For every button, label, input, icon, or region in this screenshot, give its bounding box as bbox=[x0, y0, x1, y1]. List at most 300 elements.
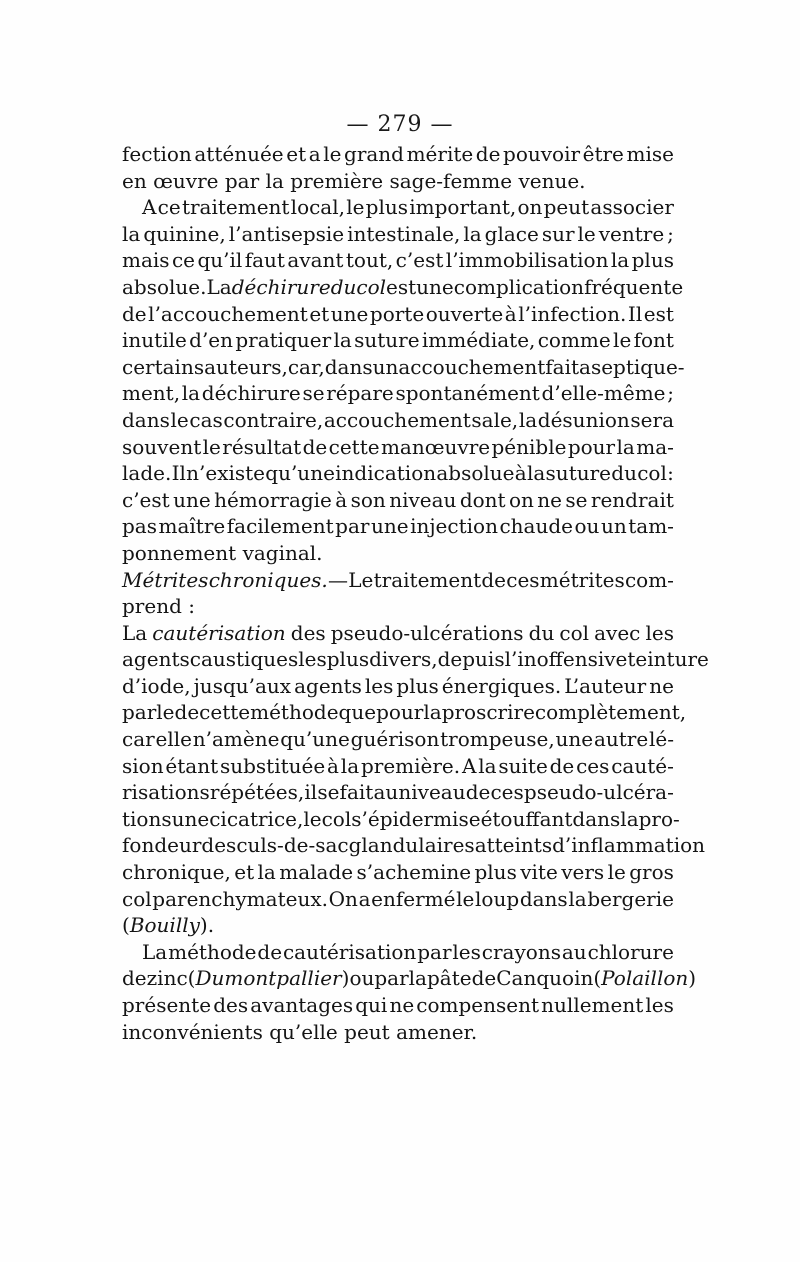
word bbox=[351, 726, 440, 753]
text-fragment: Canquoin bbox=[496, 966, 594, 991]
word bbox=[152, 886, 328, 913]
text-fragment: de bbox=[471, 966, 497, 991]
word bbox=[122, 832, 201, 859]
word bbox=[632, 247, 674, 274]
text-fragment: crayons bbox=[481, 939, 561, 964]
text-fragment: des bbox=[201, 833, 237, 858]
word bbox=[122, 460, 171, 487]
word bbox=[515, 460, 527, 487]
text-fragment: mise bbox=[626, 142, 674, 166]
word bbox=[193, 726, 280, 753]
text-fragment: n’amène bbox=[192, 727, 280, 752]
word bbox=[442, 699, 535, 726]
italic-text: Dumontpallier bbox=[195, 966, 342, 991]
word bbox=[466, 779, 491, 806]
text-line bbox=[122, 513, 674, 540]
text-line bbox=[122, 593, 674, 620]
text-fragment: la bbox=[408, 966, 427, 991]
text-fragment: méthode bbox=[250, 700, 339, 725]
word bbox=[478, 753, 496, 780]
text-fragment: le bbox=[577, 221, 596, 246]
word bbox=[639, 806, 680, 833]
text-fragment: une bbox=[416, 274, 454, 299]
text-fragment: sera bbox=[630, 407, 674, 432]
text-fragment: de bbox=[465, 780, 491, 805]
word bbox=[611, 247, 629, 274]
body-text bbox=[122, 141, 709, 1045]
word bbox=[189, 407, 222, 434]
word bbox=[410, 513, 498, 540]
text-fragment: caustiques bbox=[189, 647, 299, 672]
word bbox=[186, 460, 265, 487]
word bbox=[207, 274, 232, 301]
word bbox=[349, 832, 475, 859]
word bbox=[568, 434, 615, 461]
word bbox=[188, 965, 350, 992]
word bbox=[122, 992, 211, 1019]
text-fragment: sale, bbox=[471, 407, 519, 432]
word bbox=[173, 487, 211, 514]
word bbox=[309, 301, 329, 328]
word bbox=[325, 354, 373, 381]
text-fragment: métrites bbox=[539, 567, 625, 592]
word bbox=[438, 646, 505, 673]
text-fragment: suite bbox=[498, 753, 548, 778]
text-fragment: cauté- bbox=[611, 753, 674, 778]
text-fragment: fait bbox=[545, 354, 580, 379]
text-fragment: la bbox=[122, 221, 141, 246]
word bbox=[331, 620, 524, 647]
text-fragment: qu’une bbox=[280, 727, 350, 752]
word bbox=[122, 1019, 263, 1046]
text-fragment: pas bbox=[122, 514, 157, 539]
word bbox=[594, 620, 640, 647]
word bbox=[286, 141, 306, 168]
word bbox=[346, 247, 393, 274]
word bbox=[591, 487, 674, 514]
word bbox=[625, 567, 674, 594]
word bbox=[649, 673, 674, 700]
text-fragment: déchirure bbox=[201, 381, 301, 406]
text-fragment: de bbox=[302, 434, 328, 459]
text-fragment: maître bbox=[158, 514, 226, 539]
text-fragment: le bbox=[323, 142, 342, 166]
word bbox=[608, 859, 626, 886]
text-fragment: de bbox=[481, 567, 507, 592]
word bbox=[667, 380, 674, 407]
word bbox=[344, 1019, 390, 1046]
word bbox=[142, 194, 156, 221]
text-line bbox=[122, 646, 709, 673]
text-line bbox=[122, 434, 674, 461]
word bbox=[317, 779, 339, 806]
text-fragment: lé- bbox=[648, 727, 674, 752]
word bbox=[122, 301, 147, 328]
word bbox=[243, 540, 323, 567]
text-fragment: la bbox=[526, 461, 546, 486]
text-fragment: ment, bbox=[122, 381, 181, 406]
text-fragment: l’immobilisation bbox=[445, 248, 609, 273]
text-fragment: Le bbox=[348, 567, 374, 592]
word bbox=[355, 992, 387, 1019]
word bbox=[423, 699, 441, 726]
text-fragment: du bbox=[611, 461, 637, 486]
text-line bbox=[122, 859, 674, 886]
word bbox=[505, 646, 628, 673]
word bbox=[159, 513, 226, 540]
text-fragment: complication bbox=[453, 274, 585, 299]
text-fragment: La bbox=[142, 939, 168, 964]
text-fragment: important, bbox=[409, 195, 517, 220]
word bbox=[524, 779, 674, 806]
word bbox=[339, 699, 377, 726]
text-fragment: sion bbox=[122, 753, 164, 778]
word bbox=[333, 327, 351, 354]
text-fragment: pratiquer bbox=[235, 328, 332, 353]
text-line bbox=[122, 806, 680, 833]
text-fragment: aseptique- bbox=[579, 354, 685, 379]
text-line bbox=[122, 620, 674, 647]
word bbox=[283, 939, 416, 966]
text-fragment: inutile bbox=[122, 328, 187, 353]
text-fragment: d’iode, bbox=[122, 673, 191, 698]
text-fragment: immédiate, bbox=[421, 328, 536, 353]
word bbox=[357, 859, 472, 886]
word bbox=[499, 513, 573, 540]
word bbox=[519, 407, 537, 434]
text-fragment: le bbox=[303, 806, 322, 831]
text-fragment: cicatrice, bbox=[209, 806, 304, 831]
italic-text: du bbox=[330, 274, 357, 299]
word bbox=[527, 460, 545, 487]
word bbox=[389, 168, 512, 195]
text-fragment: traitement bbox=[373, 567, 482, 592]
text-fragment: la bbox=[478, 753, 497, 778]
text-fragment: on bbox=[508, 487, 534, 512]
italic-text: col bbox=[356, 274, 387, 299]
text-fragment: présente bbox=[122, 993, 212, 1017]
text-fragment: vite bbox=[520, 860, 558, 885]
word bbox=[520, 886, 568, 913]
page-number: — 279 — bbox=[346, 112, 454, 137]
text-fragment: pénible bbox=[491, 434, 567, 459]
text-fragment: certains bbox=[122, 354, 205, 379]
text-fragment: col bbox=[122, 886, 152, 911]
word bbox=[122, 487, 170, 514]
word bbox=[327, 753, 339, 780]
text-fragment: fréquente bbox=[584, 274, 684, 299]
word bbox=[556, 726, 594, 753]
word bbox=[122, 247, 170, 274]
text-fragment: des bbox=[213, 993, 249, 1017]
word bbox=[538, 407, 630, 434]
text-fragment: et bbox=[286, 142, 307, 166]
text-fragment: A bbox=[142, 195, 157, 220]
text-fragment: ma- bbox=[636, 434, 674, 459]
word bbox=[593, 965, 696, 992]
text-fragment: de bbox=[475, 142, 501, 166]
word bbox=[347, 221, 460, 248]
text-fragment: une bbox=[171, 806, 210, 831]
text-fragment: d’elle-même bbox=[541, 381, 666, 406]
word bbox=[329, 434, 380, 461]
word bbox=[291, 194, 345, 221]
text-fragment: sage-femme bbox=[389, 168, 513, 193]
word bbox=[326, 380, 394, 407]
text-fragment: peut bbox=[344, 1019, 390, 1044]
text-fragment: mérite bbox=[406, 142, 474, 166]
word bbox=[209, 806, 303, 833]
text-fragment: œuvre bbox=[153, 168, 219, 193]
word bbox=[122, 673, 191, 700]
word bbox=[122, 620, 147, 647]
text-fragment: associer bbox=[590, 195, 674, 220]
text-fragment: a bbox=[308, 142, 321, 166]
text-fragment: la bbox=[518, 407, 538, 432]
text-fragment: com- bbox=[624, 567, 674, 592]
word bbox=[322, 806, 352, 833]
text-fragment: ( bbox=[122, 913, 130, 938]
text-fragment: elle bbox=[155, 727, 192, 752]
word bbox=[620, 806, 638, 833]
word bbox=[550, 753, 575, 780]
word bbox=[204, 354, 288, 381]
text-fragment: l’inoffensive bbox=[504, 647, 628, 672]
text-fragment: ). bbox=[199, 913, 215, 938]
text-fragment: dans bbox=[519, 886, 568, 911]
text-fragment: c’est bbox=[122, 487, 170, 512]
word bbox=[142, 939, 167, 966]
word bbox=[168, 939, 256, 966]
text-fragment: venue. bbox=[518, 168, 586, 193]
word bbox=[509, 487, 534, 514]
word bbox=[456, 886, 474, 913]
word bbox=[351, 806, 480, 833]
word bbox=[485, 221, 539, 248]
text-fragment: plus bbox=[631, 248, 674, 273]
word bbox=[552, 832, 705, 859]
text-fragment: se bbox=[302, 381, 325, 406]
word bbox=[158, 194, 181, 221]
text-fragment: agents bbox=[122, 647, 190, 672]
text-fragment: — bbox=[328, 567, 349, 592]
text-fragment: la bbox=[610, 248, 630, 273]
word bbox=[341, 753, 359, 780]
text-fragment: de bbox=[174, 700, 200, 725]
text-fragment: quinine, bbox=[143, 221, 226, 246]
word bbox=[541, 992, 643, 1019]
word bbox=[481, 806, 573, 833]
text-fragment: au bbox=[561, 939, 587, 964]
text-fragment: par bbox=[417, 939, 452, 964]
word bbox=[269, 1019, 338, 1046]
text-fragment: risations bbox=[122, 780, 210, 805]
text-fragment: : bbox=[667, 461, 674, 486]
word bbox=[122, 753, 164, 780]
word bbox=[175, 699, 200, 726]
text-fragment: ou bbox=[574, 514, 600, 539]
text-fragment: trompeuse, bbox=[440, 727, 555, 752]
text-fragment: fait bbox=[339, 780, 374, 805]
text-line bbox=[122, 992, 674, 1019]
text-line bbox=[122, 354, 685, 381]
text-fragment: que bbox=[338, 700, 377, 725]
word bbox=[559, 620, 589, 647]
word bbox=[324, 407, 471, 434]
text-fragment: guérison bbox=[350, 727, 440, 752]
text-fragment: contraire, bbox=[223, 407, 324, 432]
word bbox=[561, 859, 604, 886]
text-fragment: parenchymateux. bbox=[152, 886, 328, 911]
word bbox=[417, 939, 451, 966]
word bbox=[309, 141, 321, 168]
word bbox=[122, 567, 208, 594]
text-fragment: le bbox=[456, 886, 475, 911]
text-fragment: ces bbox=[576, 753, 610, 778]
word bbox=[122, 354, 204, 381]
text-fragment: de bbox=[122, 966, 147, 991]
word bbox=[617, 434, 635, 461]
word bbox=[396, 247, 444, 274]
word bbox=[171, 407, 189, 434]
text-fragment: les bbox=[452, 939, 481, 964]
text-fragment: atténuée bbox=[194, 142, 284, 166]
text-fragment: Il bbox=[627, 301, 643, 326]
text-fragment: en bbox=[122, 168, 147, 193]
word bbox=[201, 832, 236, 859]
text-fragment: ouverte bbox=[425, 301, 504, 326]
word bbox=[538, 327, 611, 354]
word bbox=[122, 593, 182, 620]
text-fragment: se bbox=[565, 487, 588, 512]
text-fragment: et bbox=[309, 301, 330, 326]
word bbox=[452, 939, 481, 966]
text-fragment: le bbox=[346, 195, 365, 220]
text-fragment: cette bbox=[199, 700, 251, 725]
text-fragment: une bbox=[173, 487, 211, 512]
text-line bbox=[122, 380, 674, 407]
text-fragment: peut bbox=[543, 195, 590, 220]
text-fragment: répare bbox=[326, 381, 394, 406]
text-fragment: à bbox=[504, 301, 517, 326]
word bbox=[122, 434, 201, 461]
word bbox=[122, 168, 147, 195]
word bbox=[628, 301, 642, 328]
text-fragment: complètement, bbox=[534, 700, 687, 725]
word bbox=[190, 646, 299, 673]
text-fragment: col bbox=[321, 806, 352, 831]
word bbox=[398, 779, 465, 806]
word bbox=[323, 141, 341, 168]
word bbox=[279, 859, 353, 886]
text-fragment: n’existe bbox=[186, 461, 266, 486]
word bbox=[475, 832, 552, 859]
text-fragment: étant bbox=[165, 753, 219, 778]
word bbox=[398, 354, 545, 381]
word bbox=[407, 141, 474, 168]
word bbox=[359, 886, 371, 913]
text-fragment: auteurs, bbox=[204, 354, 288, 379]
word bbox=[496, 965, 593, 992]
text-fragment: à bbox=[327, 753, 339, 778]
text-fragment: l’accouchement bbox=[148, 301, 308, 326]
text-fragment: vers bbox=[561, 860, 605, 885]
word bbox=[471, 407, 518, 434]
word bbox=[575, 513, 600, 540]
word bbox=[630, 407, 674, 434]
text-fragment: vaginal. bbox=[242, 540, 323, 565]
word bbox=[416, 992, 539, 1019]
word bbox=[213, 992, 248, 1019]
text-fragment: est bbox=[643, 301, 674, 326]
text-fragment: première bbox=[290, 168, 384, 193]
word bbox=[202, 380, 301, 407]
text-fragment: ponnement bbox=[122, 540, 237, 565]
word bbox=[545, 354, 579, 381]
text-fragment: faut bbox=[244, 248, 285, 273]
text-fragment: à bbox=[514, 461, 527, 486]
word bbox=[517, 194, 542, 221]
word bbox=[155, 726, 191, 753]
word bbox=[340, 779, 374, 806]
text-fragment: l’infection. bbox=[518, 301, 627, 326]
text-fragment: bergerie bbox=[587, 886, 674, 911]
word bbox=[371, 886, 455, 913]
text-fragment: lade. bbox=[122, 461, 172, 486]
word bbox=[462, 753, 476, 780]
text-fragment: être bbox=[582, 142, 624, 166]
word bbox=[463, 221, 481, 248]
word bbox=[626, 141, 673, 168]
word bbox=[365, 673, 394, 700]
word bbox=[366, 194, 408, 221]
text-fragment: ; bbox=[667, 221, 674, 246]
text-fragment: pouvoir bbox=[503, 142, 581, 166]
text-fragment: car bbox=[122, 727, 155, 752]
text-line bbox=[122, 487, 674, 514]
text-fragment: première. bbox=[360, 753, 461, 778]
text-fragment: pseudo-ulcéra- bbox=[523, 780, 674, 805]
word bbox=[475, 886, 519, 913]
text-fragment: souvent bbox=[122, 434, 202, 459]
word bbox=[225, 168, 259, 195]
text-fragment: étouffant bbox=[480, 806, 573, 831]
text-fragment: indication bbox=[335, 461, 437, 486]
word bbox=[416, 274, 454, 301]
word bbox=[389, 487, 456, 514]
word bbox=[537, 487, 562, 514]
text-fragment: par bbox=[374, 966, 409, 991]
word bbox=[373, 779, 398, 806]
text-fragment: Il bbox=[171, 461, 186, 486]
text-fragment: on bbox=[517, 195, 543, 220]
word bbox=[344, 141, 404, 168]
word bbox=[232, 274, 331, 301]
text-fragment: gros bbox=[629, 860, 674, 885]
word bbox=[287, 247, 343, 274]
word bbox=[172, 806, 210, 833]
text-line bbox=[122, 699, 687, 726]
text-fragment: La bbox=[122, 620, 148, 645]
text-fragment: qui bbox=[355, 993, 388, 1017]
text-fragment: chronique, bbox=[122, 860, 231, 885]
text-fragment: zinc bbox=[146, 966, 188, 991]
text-fragment: rendrait bbox=[590, 487, 674, 512]
word bbox=[361, 753, 460, 780]
word bbox=[331, 274, 357, 301]
text-line bbox=[122, 460, 674, 487]
word bbox=[122, 380, 180, 407]
